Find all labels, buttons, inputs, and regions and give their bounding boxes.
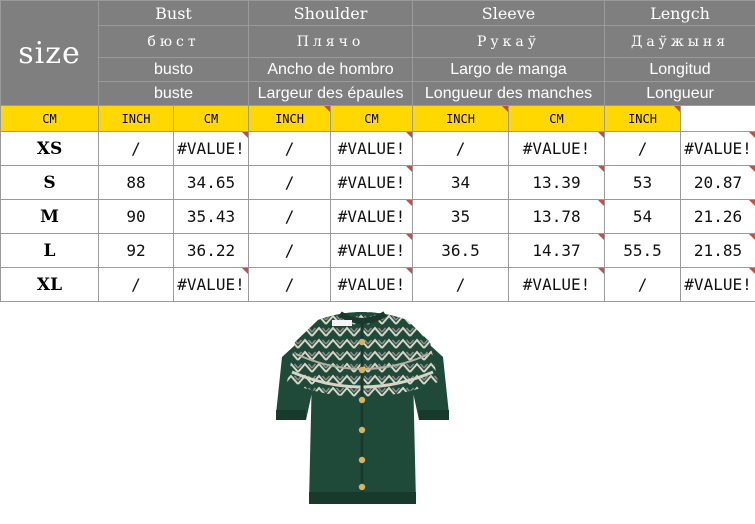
table-cell: #VALUE! — [331, 234, 413, 268]
table-cell: 90 — [99, 200, 174, 234]
table-cell: 21.26 — [681, 200, 755, 234]
shoulder-header-en: Shoulder — [249, 1, 413, 26]
table-cell: #VALUE! — [331, 268, 413, 302]
table-cell: / — [249, 268, 331, 302]
table-row — [1, 200, 755, 234]
shoulder-header-es: Ancho de hombro — [249, 58, 413, 82]
table-cell: #VALUE! — [681, 268, 755, 302]
table-cell: 35 — [413, 200, 509, 234]
bust-header-fr: buste — [99, 82, 249, 106]
sleeve-header-fr: Longueur des manches — [413, 82, 605, 106]
table-cell: 35.43 — [174, 200, 249, 234]
length-header-es: Longitud — [605, 58, 755, 82]
unit-inch: INCH — [249, 106, 331, 132]
unit-inch: INCH — [605, 106, 681, 132]
table-cell: / — [99, 132, 174, 166]
table-cell: #VALUE! — [331, 166, 413, 200]
table-cell: / — [605, 132, 681, 166]
table-cell: 20.87 — [681, 166, 755, 200]
shoulder-header-ru: Плячо — [249, 26, 413, 58]
table-cell: 13.78 — [509, 200, 605, 234]
table-cell: 54 — [605, 200, 681, 234]
length-header-en: Lengch — [605, 1, 755, 26]
table-row — [1, 166, 755, 200]
table-cell: 14.37 — [509, 234, 605, 268]
sleeve-header-en: Sleeve — [413, 1, 605, 26]
table-cell: 55.5 — [605, 234, 681, 268]
bust-header-en: Bust — [99, 1, 249, 26]
shoulder-header-fr: Largeur des épaules — [249, 82, 413, 106]
unit-cm: CM — [331, 106, 413, 132]
table-cell: #VALUE! — [681, 132, 755, 166]
bust-header-es: busto — [99, 58, 249, 82]
table-cell: 88 — [99, 166, 174, 200]
table-cell: / — [249, 234, 331, 268]
table-cell: #VALUE! — [174, 132, 249, 166]
table-cell: #VALUE! — [509, 268, 605, 302]
table-cell: 21.85 — [681, 234, 755, 268]
table-cell: / — [249, 132, 331, 166]
size-label: L — [1, 234, 99, 268]
length-header-ru: Даўжыня — [605, 26, 755, 58]
size-label: S — [1, 166, 99, 200]
sleeve-header-ru: Рукаў — [413, 26, 605, 58]
cardigan-product-image — [270, 302, 455, 512]
table-cell: 53 — [605, 166, 681, 200]
table-cell: #VALUE! — [509, 132, 605, 166]
table-cell: 34 — [413, 166, 509, 200]
table-cell: #VALUE! — [331, 132, 413, 166]
table-cell: #VALUE! — [174, 268, 249, 302]
bust-header-ru: бюст — [99, 26, 249, 58]
table-cell: / — [99, 268, 174, 302]
unit-inch: INCH — [99, 106, 174, 132]
table-cell: / — [413, 268, 509, 302]
table-cell: / — [605, 268, 681, 302]
table-row — [1, 132, 755, 166]
table-cell: #VALUE! — [331, 200, 413, 234]
sleeve-header-es: Largo de manga — [413, 58, 605, 82]
unit-cm: CM — [1, 106, 99, 132]
table-cell: 34.65 — [174, 166, 249, 200]
size-label: XS — [1, 132, 99, 166]
unit-inch: INCH — [413, 106, 509, 132]
unit-cm: CM — [174, 106, 249, 132]
size-label: XL — [1, 268, 99, 302]
size-header: size — [1, 1, 99, 106]
table-cell: 36.5 — [413, 234, 509, 268]
table-row — [1, 268, 755, 302]
table-row — [1, 234, 755, 268]
table-cell: 13.39 — [509, 166, 605, 200]
table-cell: 92 — [99, 234, 174, 268]
table-cell: 36.22 — [174, 234, 249, 268]
table-cell: / — [413, 132, 509, 166]
size-label: M — [1, 200, 99, 234]
table-cell: / — [249, 166, 331, 200]
table-cell: / — [249, 200, 331, 234]
unit-cm: CM — [509, 106, 605, 132]
length-header-fr: Longueur — [605, 82, 755, 106]
